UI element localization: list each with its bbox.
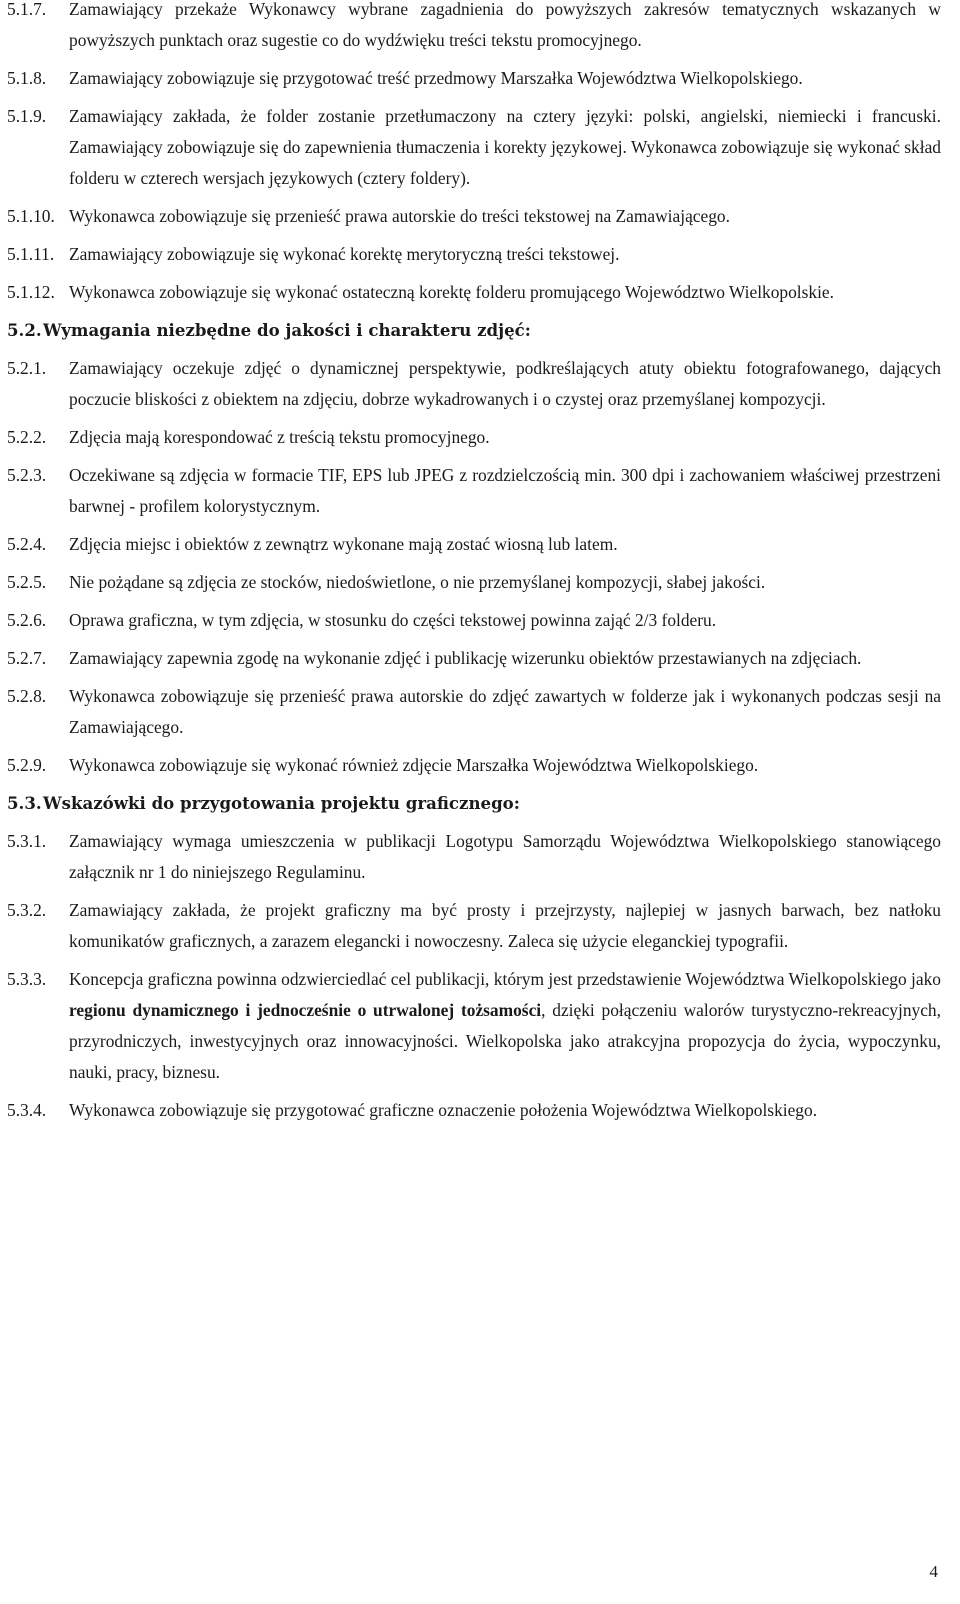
section-number: 5.2. xyxy=(7,320,42,340)
list-item xyxy=(7,353,941,415)
item-text: Zamawiający zakłada, że projekt graficzny ma być prosty i przejrzysty, najlepiej w jasnych barwach, bez natłoku komunikatów graficznych, a zarazem elegancki i nowoczesny. Zaleca się użycie eleganckiej typografii. xyxy=(69,900,941,951)
item-text-emphasis: regionu dynamicznego i jednocześnie o utrwalonej tożsamości xyxy=(69,1000,542,1020)
list-item xyxy=(7,605,941,636)
list-item xyxy=(7,750,941,781)
list-item xyxy=(7,63,941,94)
section-number: 5.3. xyxy=(7,793,42,813)
item-text: Zamawiający zobowiązuje się wykonać korektę merytoryczną treści tekstowej. xyxy=(69,244,620,264)
list-item xyxy=(7,529,941,560)
document-body xyxy=(7,0,941,1133)
list-item xyxy=(7,567,941,598)
item-text: Wykonawca zobowiązuje się wykonać ostateczną korektę folderu promującego Województwo Wielkopolskie. xyxy=(69,282,834,302)
section-heading xyxy=(7,788,941,819)
section-title: Wskazówki do przygotowania projektu graficznego: xyxy=(43,793,520,813)
list-item xyxy=(7,201,941,232)
item-number: 5.2.6. xyxy=(7,610,47,630)
item-text: Oczekiwane są zdjęcia w formacie TIF, EPS lub JPEG z rozdzielczością min. 300 dpi i zachowaniem właściwej przestrzeni barwnej - profilem kolorystycznym. xyxy=(69,465,941,516)
item-number: 5.2.5. xyxy=(7,572,47,592)
item-number: 5.1.11. xyxy=(7,244,55,264)
item-number: 5.2.2. xyxy=(7,427,47,447)
list-item xyxy=(7,964,941,1088)
item-number: 5.1.10. xyxy=(7,206,55,226)
list-item xyxy=(7,277,941,308)
item-number: 5.1.7. xyxy=(7,0,47,19)
item-text: Zamawiający zobowiązuje się przygotować treść przedmowy Marszałka Województwa Wielkopolskiego. xyxy=(69,68,803,88)
item-text-after: , dzięki połączeniu walorów turystyczno-rekreacyjnych, przyrodniczych, inwestycyjnych oraz innowacyjności. Wielkopolska jako atrakcyjna propozycja do życia, wypoczynku, nauki, pracy, biznesu. xyxy=(69,1000,941,1082)
item-text: Zamawiający oczekuje zdjęć o dynamicznej perspektywie, podkreślających atuty obiektu fotografowanego, dających poczucie bliskości z obiektem na zdjęciu, dobrze wykadrowanych i o czystej oraz przemyślanej kompozycji. xyxy=(69,358,941,409)
item-text: Oprawa graficzna, w tym zdjęcia, w stosunku do części tekstowej powinna zająć 2/3 folderu. xyxy=(69,610,717,630)
item-text: Wykonawca zobowiązuje się przenieść prawa autorskie do treści tekstowej na Zamawiającego. xyxy=(69,206,730,226)
item-number: 5.1.8. xyxy=(7,68,47,88)
list-item xyxy=(7,826,941,888)
list-item xyxy=(7,101,941,194)
item-text: Wykonawca zobowiązuje się przygotować graficzne oznaczenie położenia Województwa Wielkopolskiego. xyxy=(69,1100,818,1120)
item-text: Zdjęcia miejsc i obiektów z zewnątrz wykonane mają zostać wiosną lub latem. xyxy=(69,534,618,554)
item-text: Zamawiający przekaże Wykonawcy wybrane zagadnienia do powyższych zakresów tematycznych wskazanych w powyższych punktach oraz sugestie co do wydźwięku treści tekstu promocyjnego. xyxy=(69,0,941,50)
section-title: Wymagania niezbędne do jakości i charakteru zdjęć: xyxy=(43,320,531,340)
item-number: 5.1.9. xyxy=(7,106,47,126)
item-number: 5.3.3. xyxy=(7,969,47,989)
item-number: 5.1.12. xyxy=(7,282,55,302)
section-heading xyxy=(7,315,941,346)
list-item xyxy=(7,643,941,674)
item-number: 5.3.4. xyxy=(7,1100,47,1120)
item-number: 5.2.4. xyxy=(7,534,47,554)
list-item xyxy=(7,681,941,743)
list-item xyxy=(7,1095,941,1126)
item-text: Zamawiający zapewnia zgodę na wykonanie zdjęć i publikację wizerunku obiektów przestawianych na zdjęciach. xyxy=(69,648,862,668)
item-number: 5.2.9. xyxy=(7,755,47,775)
item-text: Nie pożądane są zdjęcia ze stocków, niedoświetlone, o nie przemyślanej kompozycji, słabej jakości. xyxy=(69,572,766,592)
item-number: 5.2.8. xyxy=(7,686,47,706)
list-item xyxy=(7,895,941,957)
item-text: Wykonawca zobowiązuje się wykonać również zdjęcie Marszałka Województwa Wielkopolskiego. xyxy=(69,755,759,775)
item-number: 5.3.1. xyxy=(7,831,47,851)
item-text xyxy=(69,964,941,1088)
item-text-before: Koncepcja graficzna powinna odzwierciedlać cel publikacji, którym jest przedstawienie Województwa Wielkopolskiego jako xyxy=(69,969,941,989)
item-number: 5.2.3. xyxy=(7,465,47,485)
list-item xyxy=(7,422,941,453)
item-text: Zamawiający zakłada, że folder zostanie przetłumaczony na cztery języki: polski, angielski, niemiecki i francuski. Zamawiający zobowiązuje się do zapewnienia tłumaczenia i korekty językowej. Wykonawca zobowiązuje się wykonać skład folderu w czterech wersjach językowych (cztery foldery). xyxy=(69,106,941,188)
item-number: 5.2.1. xyxy=(7,358,47,378)
list-item xyxy=(7,239,941,270)
list-item xyxy=(7,460,941,522)
list-item xyxy=(7,0,941,56)
item-text: Zdjęcia mają korespondować z treścią tekstu promocyjnego. xyxy=(69,427,490,447)
item-number: 5.3.2. xyxy=(7,900,47,920)
page-number: 4 xyxy=(929,1562,938,1581)
item-number: 5.2.7. xyxy=(7,648,47,668)
item-text: Zamawiający wymaga umieszczenia w publikacji Logotypu Samorządu Województwa Wielkopolskiego stanowiącego załącznik nr 1 do niniejszego Regulaminu. xyxy=(69,831,941,882)
item-text: Wykonawca zobowiązuje się przenieść prawa autorskie do zdjęć zawartych w folderze jak i wykonanych podczas sesji na Zamawiającego. xyxy=(69,686,941,737)
